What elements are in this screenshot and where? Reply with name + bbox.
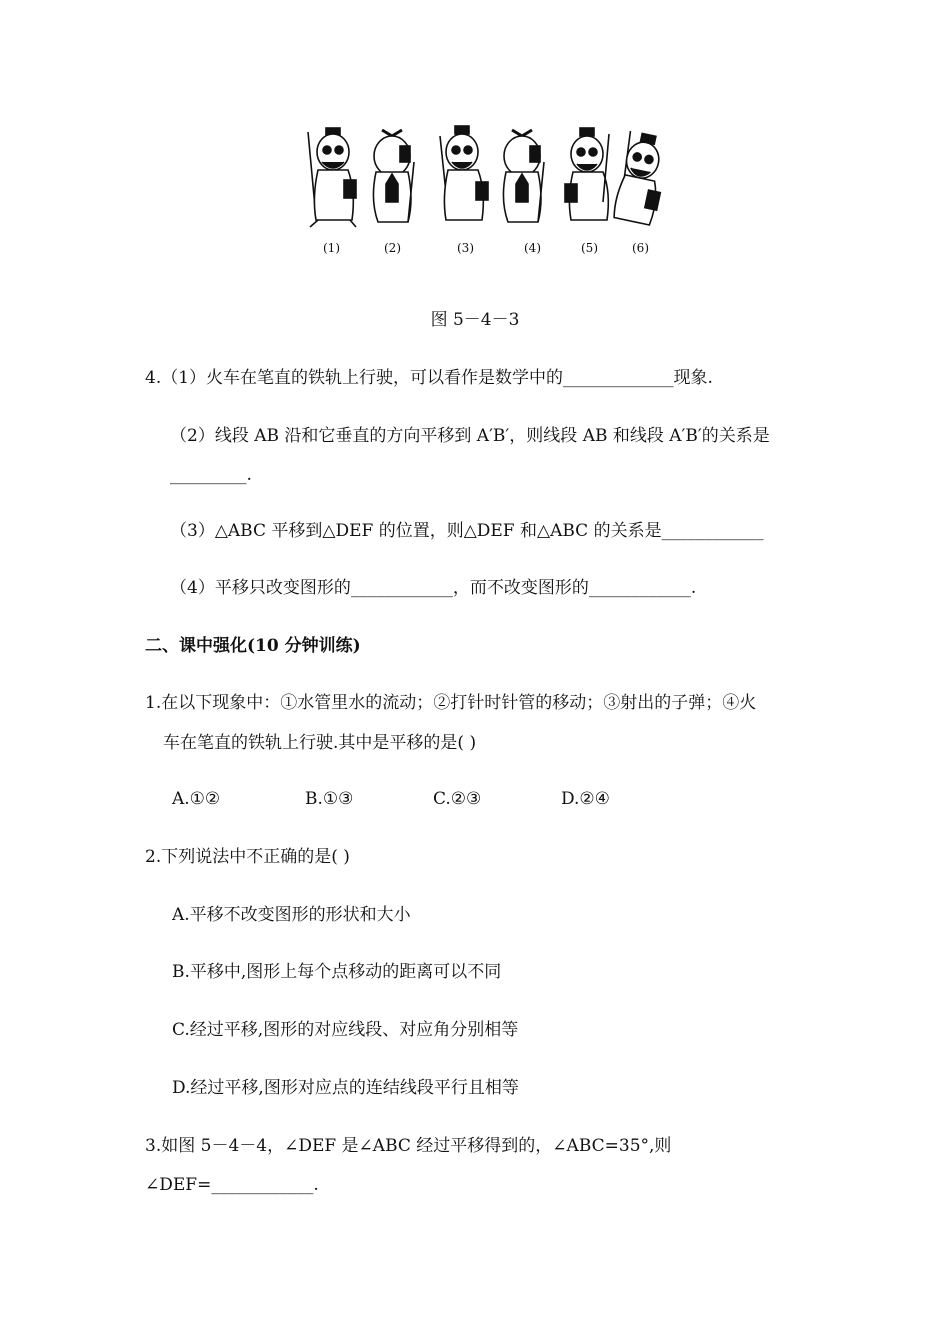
question-1-line-2: 车在笔直的铁轨上行驶.其中是平移的是( ) [163,733,477,753]
question-1-option-c: C.②③ [433,789,482,809]
question-1-option-d: D.②④ [561,789,610,809]
figure-caption: 图 5－4－3 [430,310,520,330]
question-4-part-2b: _________. [170,465,252,485]
cartoon-figure-1 [308,128,356,227]
question-2-stem: 2.下列说法中不正确的是( ) [145,847,350,867]
question-2-option-d: D.经过平移,图形对应点的连结线段平行且相等 [172,1078,519,1098]
question-3-line-1: 3.如图 5－4－4，∠DEF 是∠ABC 经过平移得到的，∠ABC=35°,则 [145,1136,672,1156]
question-2-option-c: C.经过平移,图形的对应线段、对应角分别相等 [172,1020,519,1040]
question-4-part-3: （3）△ABC 平移到△DEF 的位置，则△DEF 和△ABC 的关系是____________ [170,521,764,541]
figure-label-6: (6) [632,241,649,255]
cartoon-figure-5 [565,128,609,220]
question-4-part-2a: （2）线段 AB 沿和它垂直的方向平移到 A′B′，则线段 AB 和线段 A′B′的关系是 [170,426,770,446]
question-4-part-1: 4.（1）火车在笔直的铁轨上行驶，可以看作是数学中的_____________现象. [145,368,713,388]
cartoon-figure-3 [440,126,488,220]
figure-label-5: (5) [581,241,598,255]
question-1-option-b: B.①③ [305,789,354,809]
figure-label-4: (4) [524,241,541,255]
question-2-option-b: B.平移中,图形上每个点移动的距离可以不同 [172,962,502,982]
question-4-part-4: （4）平移只改变图形的____________，而不改变图形的____________. [170,578,697,598]
question-1-line-1: 1.在以下现象中：①水管里水的流动；②打针时针管的移动；③射出的子弹；④火 [145,693,757,713]
question-1-option-a: A.①② [172,789,221,809]
cartoon-figure-6 [612,131,671,226]
cartoon-figure-2 [373,130,414,222]
question-2-option-a: A.平移不改变图形的形状和大小 [172,905,411,925]
question-3-line-2: ∠DEF=____________. [145,1175,319,1195]
figure-label-2: (2) [384,241,401,255]
figure-label-3: (3) [457,241,474,255]
cartoon-figure-4 [503,130,544,222]
figure-label-1: (1) [323,241,340,255]
section-2-heading: 二、课中强化(10 分钟训练) [145,636,361,656]
